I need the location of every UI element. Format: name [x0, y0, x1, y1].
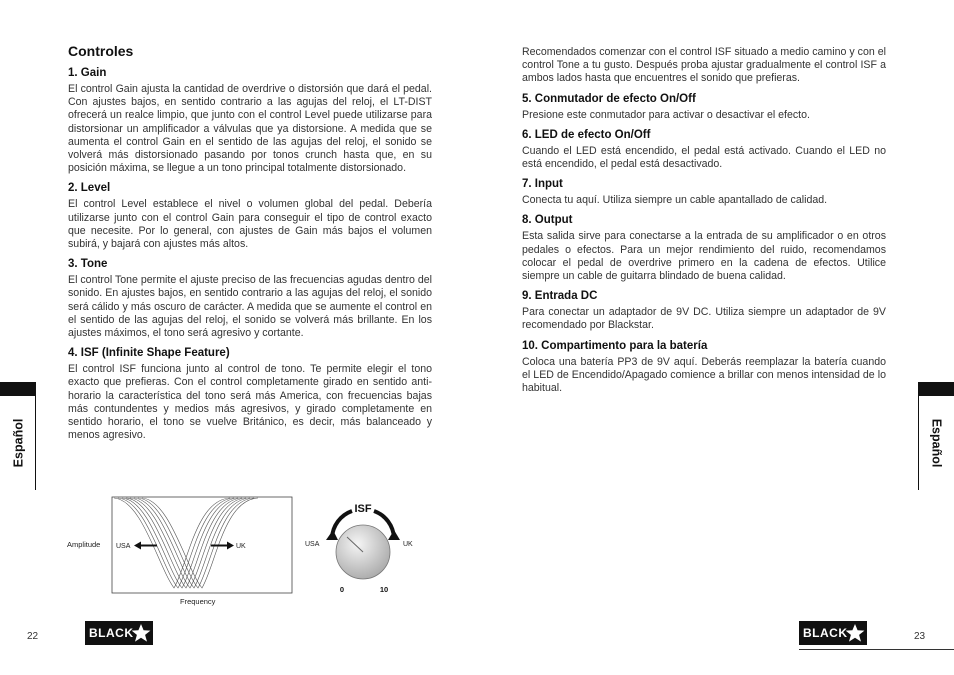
- section-title: 7. Input: [522, 178, 563, 191]
- graph-ylabel: Amplitude: [67, 540, 101, 549]
- section-title: 6. LED de efecto On/Off: [522, 128, 651, 141]
- section-title: 4. ISF (Infinite Shape Feature): [68, 347, 230, 360]
- section-body: Coloca una batería PP3 de 9V aquí. Deberás reemplazar la batería cuando el LED de Encendido/Apagado comience a brillar con menos intensidad de lo habitual.: [522, 355, 886, 395]
- section-gain: [68, 67, 432, 175]
- side-tab-label: Español: [11, 418, 25, 468]
- section-effect-switch: [522, 93, 886, 122]
- arrow-left-icon: [134, 542, 157, 550]
- left-column: [68, 40, 432, 447]
- section-body: El control Gain ajusta la cantidad de overdrive o distorsión que dará el pedal. Con ajustes bajos, en sentido contrario a las agujas del reloj, el LT-DIST ofrecerá un realce limpio, que junto con el control Level puede utilizarse para distorsionar un amplificador a válvulas que ya distorsione. A medida que se aumenta el control Gain en el sentido de las agujas del reloj, el sonido se volverá más distorsionado pasando por tonos crunch hasta que, en su posición máxima, se llegue a un tono principal totalmente distorsionado.: [68, 83, 432, 175]
- side-tab-bar: [0, 382, 36, 396]
- intro-paragraph: Recomendados comenzar con el control ISF situado a medio camino y con el control Tone a tu gusto. Después proba ajustar gradualmente el control ISF a ambos lados hasta que encuentres el sonido que prefieras.: [522, 46, 886, 85]
- arrow-right-icon: [211, 542, 234, 550]
- isf-knob-diagram: [300, 494, 425, 600]
- knob-isf-label: ISF: [354, 503, 372, 515]
- knob-uk-label: UK: [403, 541, 413, 548]
- section-tone: [68, 258, 432, 340]
- section-title: 3. Tone: [68, 258, 108, 271]
- page-number-right: 23: [914, 631, 926, 642]
- footer-rule: [799, 649, 954, 650]
- knob-usa-label: USA: [305, 541, 320, 548]
- section-title: 1. Gain: [68, 67, 107, 79]
- blackstar-logo-right: [799, 621, 867, 645]
- section-body: Esta salida sirve para conectarse a la entrada de su amplificador o en otros pedales o efectos. Para un mejor rendimiento del ruido, recomendamos colocar el pedal de overdrive primero en la cadena de efectos. Utilice siempre un cable de guitarra blindado de buena calidad.: [522, 230, 886, 283]
- section-output: [522, 214, 886, 283]
- section-title: 2. Level: [68, 182, 111, 195]
- blackstar-logo-left: [85, 621, 153, 645]
- section-title: 8. Output: [522, 214, 573, 227]
- graph-uk-label: UK: [236, 543, 246, 550]
- section-led: [522, 129, 886, 171]
- star-icon: [131, 623, 151, 643]
- section-isf: [68, 347, 432, 442]
- logo-text: BLACK: [803, 626, 848, 640]
- section-title: 9. Entrada DC: [522, 290, 598, 303]
- section-body: El control ISF funciona junto al control de tono. Te permite elegir el tono exacto que prefieras. Con el control completamente girado en sentido anti-horario la característica del tono será más America, con frecuencias bajas más contundentes y medios más agresivos, y girado completamente en sentido horario, el tono se vuelve Británico, es decir, más balanceado y menos agresivo.: [68, 363, 432, 442]
- section-title: 5. Conmutador de efecto On/Off: [522, 92, 696, 105]
- page-number-left: 22: [27, 631, 39, 642]
- knob-max-label: 10: [379, 585, 389, 594]
- section-body: Presione este conmutador para activar o desactivar el efecto.: [522, 108, 810, 121]
- section-input: [522, 178, 886, 207]
- section-body: Cuando el LED está encendido, el pedal está activado. Cuando el LED no está encendido, el pedal está desactivado.: [522, 144, 886, 171]
- section-body: El control Tone permite el ajuste preciso de las frecuencias agudas dentro del sonido. En ajustes bajos, en sentido contrario a las agujas del reloj, el sonido será cálido y más oscuro de carácter. A medida que se aumente el control en el sentido de las agujas del reloj, el sonido se volverá más brillante. En los ajustes máximos, el tono será agresivo y cortante.: [68, 274, 432, 340]
- side-tab-right: [918, 382, 954, 490]
- section-body: Conecta tu aquí. Utiliza siempre un cable apantallado de calidad.: [522, 194, 828, 207]
- page-heading: Controles: [68, 43, 134, 59]
- right-column: [522, 40, 886, 400]
- section-battery: [522, 340, 886, 396]
- side-tab-bar: [918, 382, 954, 396]
- section-body: El control Level establece el nivel o volumen global del pedal. Debería utilizarse junto con el control Gain para conseguir el tipo de control exacto que necesite. Por lo general, con ajustes de Gain más bajos el volumen subirá, y bajará con ajustes más altos.: [68, 198, 432, 251]
- graph-usa-label: USA: [116, 543, 131, 550]
- section-dc: [522, 290, 886, 332]
- side-tab-label: Español: [929, 418, 943, 468]
- logo-text: BLACK: [89, 626, 134, 640]
- side-tab-left: [0, 382, 36, 490]
- section-level: [68, 182, 432, 251]
- frequency-response-graph: [64, 494, 296, 608]
- section-title: 10. Compartimento para la batería: [522, 339, 708, 352]
- section-body: Para conectar un adaptador de 9V DC. Utiliza siempre un adaptador de 9V recomendado por Blackstar.: [522, 306, 886, 332]
- knob-min-label: 0: [339, 585, 345, 594]
- graph-xlabel: Frequency: [180, 597, 216, 606]
- star-icon: [845, 623, 865, 643]
